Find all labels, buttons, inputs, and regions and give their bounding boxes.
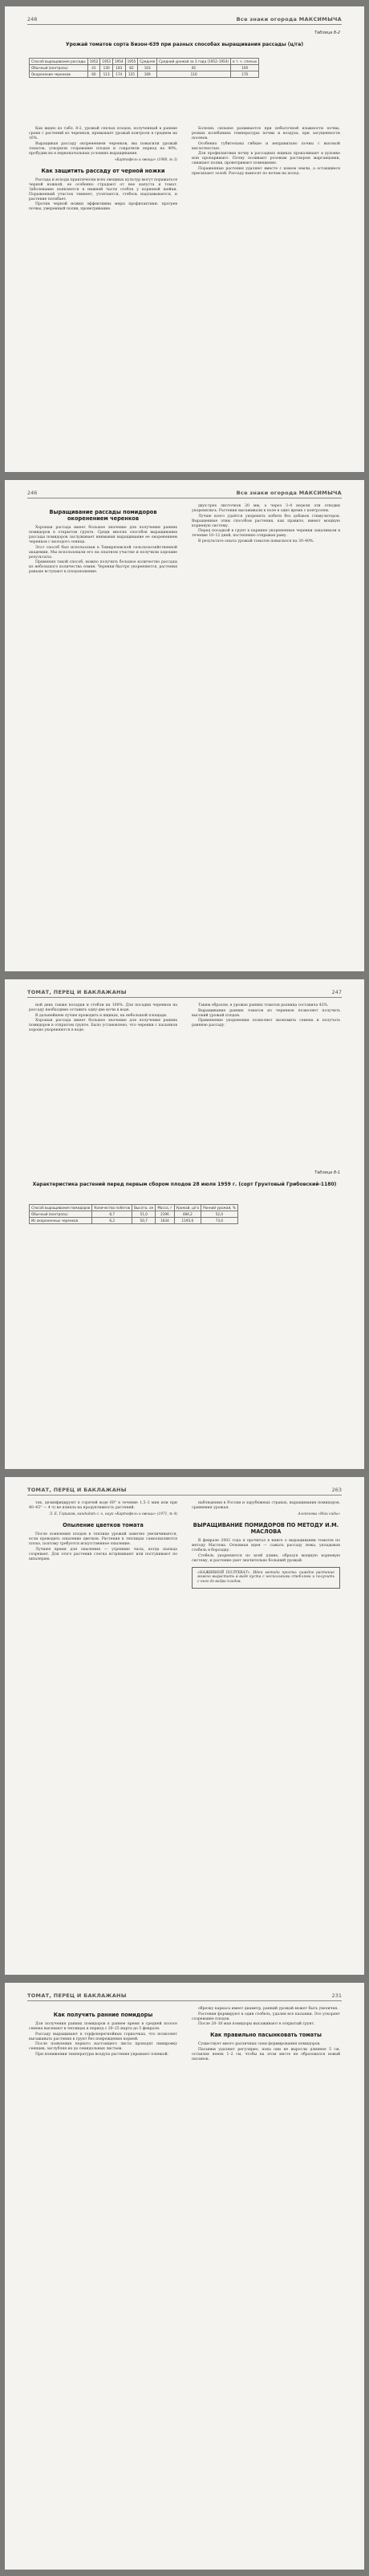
- table-header-cell: 1954: [112, 59, 125, 65]
- sidebar-box: «НАЖИВНОЙ ПОЛУХВАТ». Идея метода проста: каждое растение можно вырастить в виде куста с несколькими стеблями и получить с него до ведра плодов.: [192, 1567, 340, 1589]
- paragraph: В дальнейшем лучше проводить в ящиках, на небольшой площади.: [35, 1013, 168, 1018]
- table-cell: 82: [125, 65, 138, 71]
- paragraph: При понижении температуры воздуха растения укрывают пленкой.: [35, 2052, 169, 2057]
- section-heading: Как получить ранние помидоры: [53, 2012, 153, 2018]
- paragraph: Лучше всего удаётся укоренять побеги без добавок стимуляторов. Выращенные этим способом растения, как правило, имеют мощную корневую систему.: [192, 514, 340, 528]
- paragraph: Перед посадкой в грунт в парнике укорененные черенки закаливали в течение 10–12 дней, постепенно открывая раму.: [192, 529, 340, 538]
- paragraph: После появления первого настоящего листа проводят пикировку сеянцев, заглубляя их до семядольных листьев.: [29, 2042, 177, 2051]
- section-heading: Опыление цветков томата: [63, 1522, 144, 1528]
- table-cell: 174: [112, 71, 125, 78]
- page-number: 248: [27, 16, 38, 22]
- citation: Л. Е. Горшков, кандидат с.-х. наук «Картофель и овощи» (1971, № 4): [49, 1512, 177, 1516]
- table-title: Урожай томатов сорта Бизон-639 при разных способах выращивания рассады (ц/га): [65, 42, 304, 47]
- page-number: 247: [331, 989, 342, 995]
- table-header-cell: в т. ч. спелых: [231, 59, 259, 65]
- page-header: [27, 987, 342, 998]
- table-header-cell: 1952: [87, 59, 100, 65]
- paragraph: В результате опыта урожай томатов повысился на 30–40%.: [198, 539, 314, 543]
- page-246: [5, 480, 364, 971]
- page-number: 246: [27, 490, 38, 496]
- table-cell: 183: [112, 65, 125, 71]
- table-header-cell: Масса, г: [156, 1205, 174, 1211]
- paragraph: Лучшее время для опыления — утренние часы, когда пыльца созревает. Для этого растения слегка встряхивают или постукивают по шпалерам.: [29, 1547, 177, 1561]
- page-number: 263: [331, 1487, 342, 1493]
- table-cell: 130: [100, 65, 113, 71]
- running-head: ТОМАТ, ПЕРЕЦ И БАКЛАЖАНЫ: [27, 1487, 127, 1493]
- table-header-row: [30, 59, 259, 65]
- paragraph: Выращивание ранних томатов из черенков позволяет получить высокий урожай плодов.: [192, 1008, 340, 1018]
- right-column: [192, 127, 340, 177]
- table-cell: 1634: [156, 1218, 174, 1224]
- table-label: Таблица 8-2: [314, 31, 340, 35]
- table-cell: 51,0: [132, 1211, 156, 1218]
- table-row: [30, 1211, 238, 1218]
- paragraph: Этот способ был использован в Тимирязевской сельскохозяйственной академии. Мы использовали его на опытном участке и получили хорошие результаты.: [29, 545, 177, 560]
- paragraph: Выращивая рассаду окоренением черенков, мы повысили урожай томатов, ускорили созревание плодов и сократили период на 40%, пробудив их в первоначальных условиях выращивания.: [29, 141, 177, 156]
- table-header-cell: Высота, см: [132, 1205, 156, 1211]
- table-header-cell: Количество побегов: [92, 1205, 132, 1211]
- table-cell: Обычный (контроль): [30, 1211, 92, 1218]
- table-cell: 113: [100, 71, 113, 78]
- section-heading: ВЫРАЩИВАНИЕ ПОМИДОРОВ ПО МЕТОДУ И.М. МАСЛОВА: [193, 1522, 339, 1535]
- page-header: [27, 1991, 342, 2001]
- data-table: [29, 58, 259, 78]
- table-cell: 484,2: [174, 1211, 201, 1218]
- paragraph: Таким образом, в урожае ранних томатов разница составила 42%.: [198, 1003, 329, 1007]
- paragraph: Применяя такой способ, можно получить большое количество рассады из небольшого количества семян. Черенки быстро укореняются, растения раньше вступают в плодоношение.: [29, 560, 177, 574]
- paragraph: Как видно из табл. 8-2, урожай спелых плодов, полученный в ранние сроки с растений из черенков, превышает урожай контроля в среднем на 16%.: [29, 127, 177, 140]
- running-head: ТОМАТ, ПЕРЕЦ И БАКЛАЖАНЫ: [27, 989, 127, 995]
- table-cell: 169: [138, 71, 157, 78]
- table-label: Таблица 8-1: [314, 1170, 340, 1175]
- table-header-cell: Средняя: [138, 59, 157, 65]
- table-cell: 125: [125, 71, 138, 78]
- page-header: [27, 488, 342, 499]
- page-number: 231: [331, 1992, 342, 1999]
- running-head: Все знаки огорода МАКСИМЫЧА: [236, 490, 342, 496]
- paragraph: Хорошая рассада имеет большое значение для получения ранних помидоров в открытом грунте. Было установлено, что черенки с пасынков хорошо укореняются в воде.: [29, 1019, 177, 1032]
- table-header-cell: Урожай, ц/га: [174, 1205, 201, 1211]
- paragraph: Болезнь сильнее развивается при избыточной влажности почвы, резких колебаниях температуры почвы и воздуха, при загущенности посевов.: [192, 127, 340, 140]
- left-column: [29, 1501, 177, 1562]
- table-cell: 41: [87, 65, 100, 71]
- table-cell: 8,7: [92, 1211, 132, 1218]
- paragraph: Рассаду выращивают в торфоперегнойных горшочках, что позволяет высаживать растения в грунт без повреждения корней.: [29, 2032, 177, 2041]
- left-column: [29, 127, 177, 213]
- data-table: [29, 1204, 238, 1224]
- table-header-cell: Ранний урожай, %: [201, 1205, 238, 1211]
- right-column: [192, 1003, 340, 1029]
- paragraph: Против черной ножки эффективны меры профилактики: прогрев почвы, умеренный полив, проветривание.: [29, 202, 177, 211]
- section-heading: Как защитить рассаду от черной ножки: [41, 167, 165, 174]
- paragraph: Пасынки удаляют регулярно, пока они не выросли длиннее 5 см, оставляя пенек 1–2 см, чтобы на этом месте не образовался новый пасынок.: [192, 2047, 340, 2061]
- table-row: [30, 71, 259, 78]
- citation: «Картофель и овощи» (1960, № 3): [114, 157, 177, 162]
- page-header: [27, 1485, 342, 1496]
- paragraph: Применение укоренения позволяет экономить семена и получать раннюю рассаду.: [192, 1019, 340, 1028]
- paragraph: обрезку каркаса имеет диаметр, ранний урожай может быть увеличен.: [198, 2007, 339, 2011]
- left-column: [29, 1003, 177, 1034]
- table-cell: 100: [231, 65, 259, 71]
- right-column: [192, 2007, 340, 2062]
- table-cell: Из окорененных черенков: [30, 1218, 92, 1224]
- table-cell: 60: [87, 71, 100, 78]
- table-row: [30, 65, 259, 71]
- page-263: [5, 1477, 364, 1975]
- paragraph: После появления плодов в теплице урожай заметно увеличивается, если проводить опыление цветков. Растения в теплицах самоопыляются плохо, поэтому требуется искусственное опыление.: [29, 1532, 177, 1546]
- table-cell: 116: [157, 71, 231, 78]
- table-cell: 103: [138, 65, 157, 71]
- paragraph: наблюдения в России и зарубежных странах, выращивания помидоров, сравнения урожая.: [192, 1501, 340, 1510]
- table-header-row: [30, 1205, 238, 1211]
- table-cell: 6,2: [92, 1218, 132, 1224]
- left-column: [29, 504, 177, 576]
- page-header: [27, 14, 342, 25]
- paragraph: Хорошая рассада имеет большое значение для получения ранних помидоров в открытом грунте. Среди многих способов выращивания рассады помидоров заслуживает внимания выращивание ее окоренением черенков с молодого сеянца.: [29, 526, 177, 544]
- paragraph: Стебель укореняется по всей длине, образуя мощную корневую систему, и растение дает значительно больший урожай.: [192, 1553, 340, 1563]
- table-row: [30, 1218, 238, 1224]
- table-cell: 50,7: [132, 1218, 156, 1224]
- table-header-cell: 1953: [100, 59, 113, 65]
- table-cell: Обычный (контроль): [30, 65, 88, 71]
- table-cell: 81: [157, 65, 231, 71]
- table-cell: 2196: [156, 1211, 174, 1218]
- section-heading: Выращивание рассады помидоров окоренением черенков: [49, 509, 157, 522]
- running-head: Все знаки огорода МАКСИМЫЧА: [236, 16, 342, 22]
- table-cell: 73,0: [201, 1218, 238, 1224]
- right-column: [192, 1501, 340, 1592]
- right-column: [192, 504, 340, 544]
- page-248: [5, 6, 364, 472]
- paragraph: После 20–30 мая помидоры высаживают в открытый грунт.: [198, 2022, 315, 2026]
- table-header-cell: Способ выращивания помидоров: [30, 1205, 92, 1211]
- page-231: [5, 1983, 364, 2570]
- table-header-cell: Средний урожай за 3 года (1952–1954): [157, 59, 231, 65]
- table-cell: 1195,6: [174, 1218, 201, 1224]
- left-column: [29, 2007, 177, 2057]
- paragraph: Для получения ранних помидоров в раннее время в средней полосе семена высевают в теплицах в период с 20–25 марта до 5 февраля.: [29, 2022, 177, 2031]
- paragraph: Существует много различных схем формирования помидоров.: [198, 2042, 321, 2046]
- table-title: Характеристика растений перед первым сбором плодов 28 июля 1959 г. (сорт Грунтовый Грибовский-1180): [32, 1182, 337, 1187]
- paragraph: В феврале 2002 года я прочитал в книге о выращивании томатов по методу Маслова. Основная идея — сажать рассаду лежа, укладывая стебель в бороздку.: [192, 1539, 340, 1553]
- paragraph: ток, дезинфицируют в горячей воде 60° в течение 1,5–2 мин или при 40–45° — 4 ч) не влияла на продуктивность растений.: [29, 1501, 177, 1510]
- table-cell: 52,0: [201, 1211, 238, 1218]
- citation: Алексеева «Мои сады»: [298, 1512, 340, 1516]
- table-header-cell: Способ выращивания рассады: [30, 59, 88, 65]
- paragraph: Особенно губительны гибкие и неправильно почвы с высокой кислотностью.: [192, 141, 340, 151]
- paragraph: Для профилактики почву в рассадных ящиках прокаливают в духовке или пропаривают. Почву поливают розовым раствором марганцовки, снижают полив, проветривают помещение.: [192, 152, 340, 165]
- paragraph: Рассада и всходы практически всех овощных культур могут поражаться черной ножкой, ее особенно страдают от нее капуста и томат. Заболевание появляется в нижней части стебля у корневой шейки. Пораженный участок темнеет, утончается, стебель надламывается, и растение погибает.: [29, 177, 177, 201]
- paragraph: двух-трех листочков 20 мм, а через 3–4 недели эти отводки укоренялись. Растения высаживали в поле в одно время с контролем.: [192, 504, 340, 513]
- table-header-cell: 1955: [125, 59, 138, 65]
- running-head: ТОМАТ, ПЕРЕЦ И БАКЛАЖАНЫ: [27, 1992, 127, 1999]
- paragraph: ной день также посадки и стебли на 100%. Для посадки черенков на рассаду необходимо оставить одну-две ночи в воде.: [29, 1003, 177, 1012]
- section-heading: Как правильно пасынковать томаты: [210, 2032, 322, 2038]
- table-cell: 170: [231, 71, 259, 78]
- table-cell: Окоренение черенков: [30, 71, 88, 78]
- paragraph: Растения формируют в один стебель, удаляя все пасынки. Это ускоряет созревание плодов.: [192, 2012, 340, 2021]
- page-247: [5, 979, 364, 1469]
- paragraph: Пораженные растения удаляют вместе с комом земли, а оставшиеся присыпают золой. Рассаду выносят по ночам на холод.: [192, 166, 340, 176]
